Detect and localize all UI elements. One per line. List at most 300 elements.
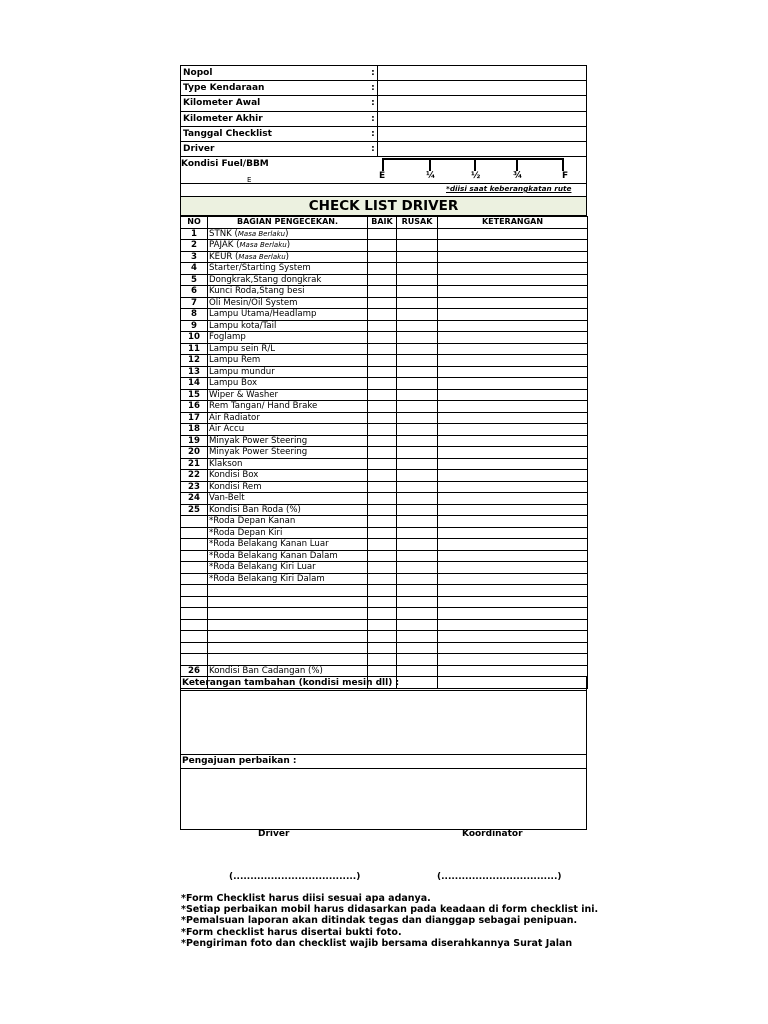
footnote-4: *Form checklist harus disertai bukti foto. [181, 926, 402, 938]
checklist-row [181, 355, 588, 367]
checklist-row [181, 320, 588, 332]
row-number: 2 [181, 240, 208, 252]
row-broken-checkbox[interactable] [397, 240, 438, 252]
vehicle-info-row [181, 81, 587, 96]
checklist-row [181, 378, 588, 390]
part-name-end: ) [285, 251, 289, 262]
vehicle-info-value-field[interactable] [377, 96, 586, 111]
vehicle-info-label-cell [181, 66, 378, 81]
row-notes-field[interactable] [438, 355, 588, 367]
row-good-checkbox[interactable] [368, 665, 397, 677]
row-good-checkbox[interactable] [368, 596, 397, 608]
vehicle-info-row [181, 126, 587, 141]
row-part-name [208, 412, 368, 424]
part-name-sub: Masa Berlaku [237, 229, 286, 238]
row-broken-checkbox[interactable] [397, 332, 438, 344]
row-notes-field[interactable] [438, 332, 588, 344]
row-notes-field[interactable] [438, 251, 588, 263]
row-notes-field[interactable] [438, 228, 588, 240]
row-part-name [208, 286, 368, 298]
part-name-sub: Masa Berlaku [239, 241, 287, 249]
row-good-checkbox[interactable] [368, 608, 397, 620]
row-good-checkbox[interactable] [368, 378, 397, 390]
row-broken-checkbox[interactable] [397, 355, 438, 367]
row-broken-checkbox[interactable] [397, 424, 438, 436]
vehicle-info-colon: : [371, 68, 375, 79]
row-notes-field[interactable] [438, 447, 588, 459]
row-notes-field[interactable] [438, 619, 588, 631]
row-number: 12 [181, 355, 208, 367]
row-broken-checkbox[interactable] [397, 263, 438, 275]
row-broken-checkbox[interactable] [397, 297, 438, 309]
row-notes-field[interactable] [438, 240, 588, 252]
row-part-name [208, 608, 368, 620]
row-good-checkbox[interactable] [368, 240, 397, 252]
row-part-name [208, 251, 368, 263]
row-number: 15 [181, 389, 208, 401]
row-number: 5 [181, 274, 208, 286]
part-name-text: KEUR ( [209, 251, 239, 262]
row-notes-field[interactable] [438, 596, 588, 608]
fuel-note-border [180, 183, 587, 196]
row-broken-checkbox[interactable] [397, 493, 438, 505]
row-notes-field[interactable] [438, 424, 588, 436]
repair-request-label: Pengajuan perbaikan : [181, 755, 586, 769]
row-broken-checkbox[interactable] [397, 458, 438, 470]
row-good-checkbox[interactable] [368, 263, 397, 275]
additional-notes-box[interactable] [180, 676, 587, 755]
part-name-text: Oli Mesin/Oil System [209, 297, 298, 308]
row-good-checkbox[interactable] [368, 332, 397, 344]
row-broken-checkbox[interactable] [397, 585, 438, 597]
row-number: 18 [181, 424, 208, 436]
row-number: 1 [181, 228, 208, 240]
row-good-checkbox[interactable] [368, 654, 397, 666]
checklist-row [181, 332, 588, 344]
checklist-row [181, 665, 588, 677]
row-part-name [208, 516, 368, 528]
row-notes-field[interactable] [438, 654, 588, 666]
vehicle-info-row [181, 141, 587, 156]
row-good-checkbox[interactable] [368, 355, 397, 367]
row-number: 4 [181, 263, 208, 275]
row-notes-field[interactable] [438, 585, 588, 597]
row-good-checkbox[interactable] [368, 297, 397, 309]
row-broken-checkbox[interactable] [397, 343, 438, 355]
row-number: 11 [181, 343, 208, 355]
vehicle-info-label: Kilometer Akhir [183, 113, 263, 124]
vehicle-info-row [181, 96, 587, 111]
row-part-name [208, 562, 368, 574]
part-name-text: *Roda Belakang Kiri Luar [209, 562, 316, 572]
row-part-name [208, 355, 368, 367]
row-broken-checkbox[interactable] [397, 447, 438, 459]
row-notes-field[interactable] [438, 458, 588, 470]
row-broken-checkbox[interactable] [397, 619, 438, 631]
fuel-mark-f: F [562, 171, 569, 181]
row-part-name [208, 665, 368, 677]
row-number [181, 608, 208, 620]
row-notes-field[interactable] [438, 470, 588, 482]
row-part-name [208, 320, 368, 332]
checklist-row [181, 228, 588, 240]
row-part-name [208, 343, 368, 355]
fuel-tick-quarter [429, 158, 431, 171]
vehicle-info-value-field[interactable] [377, 66, 586, 81]
part-name-text: Van-Belt [209, 493, 245, 503]
footnote-5: *Pengiriman foto dan checklist wajib bersama diserahkannya Surat Jalan [181, 937, 573, 949]
checklist-row [181, 240, 588, 252]
row-part-name [208, 619, 368, 631]
checklist-row [181, 274, 588, 286]
row-broken-checkbox[interactable] [397, 228, 438, 240]
vehicle-info-label-cell [181, 111, 378, 126]
checklist-row [181, 343, 588, 355]
row-notes-field[interactable] [438, 343, 588, 355]
part-name-text: *Roda Belakang Kanan Dalam [209, 550, 338, 561]
checklist-row [181, 562, 588, 574]
part-name-end: ) [285, 228, 289, 239]
row-good-checkbox[interactable] [368, 642, 397, 654]
part-name-text: Air Radiator [209, 412, 260, 423]
checklist-row [181, 286, 588, 298]
checklist-row [181, 435, 588, 447]
row-part-name [208, 550, 368, 562]
row-notes-field[interactable] [438, 539, 588, 551]
row-broken-checkbox[interactable] [397, 309, 438, 321]
row-good-checkbox[interactable] [368, 619, 397, 631]
checklist-row [181, 642, 588, 654]
coordinator-signature-line[interactable]: (..................................) [437, 872, 562, 882]
vehicle-info-value-field[interactable] [377, 126, 586, 141]
part-name-sub: Masa Berlaku [238, 252, 286, 261]
row-number [181, 585, 208, 597]
row-notes-field[interactable] [438, 366, 588, 378]
row-broken-checkbox[interactable] [397, 539, 438, 551]
checklist-row [181, 251, 588, 263]
part-name-text: Lampu sein R/L [209, 343, 276, 354]
checklist-row [181, 493, 588, 505]
row-part-name [208, 366, 368, 378]
vehicle-info-label-cell [181, 81, 378, 96]
checklist-row [181, 516, 588, 528]
part-name-text: Lampu Utama/Headlamp [209, 309, 317, 319]
row-notes-field[interactable] [438, 516, 588, 528]
row-good-checkbox[interactable] [368, 447, 397, 459]
row-number: 19 [181, 435, 208, 447]
row-broken-checkbox[interactable] [397, 366, 438, 378]
checklist-header-row [181, 217, 588, 229]
checklist-row [181, 424, 588, 436]
row-notes-field[interactable] [438, 274, 588, 286]
row-number: 23 [181, 481, 208, 493]
driver-signature-line[interactable]: (....................................) [229, 872, 361, 882]
vehicle-info-label: Type Kendaraan [183, 83, 265, 94]
row-broken-checkbox[interactable] [397, 470, 438, 482]
row-part-name [208, 424, 368, 436]
row-good-checkbox[interactable] [368, 228, 397, 240]
row-broken-checkbox[interactable] [397, 665, 438, 677]
row-part-name [208, 585, 368, 597]
row-notes-field[interactable] [438, 493, 588, 505]
row-broken-checkbox[interactable] [397, 435, 438, 447]
row-notes-field[interactable] [438, 608, 588, 620]
row-notes-field[interactable] [438, 550, 588, 562]
row-notes-field[interactable] [438, 631, 588, 643]
checklist-row [181, 401, 588, 413]
row-good-checkbox[interactable] [368, 435, 397, 447]
row-broken-checkbox[interactable] [397, 378, 438, 390]
part-name-text: Lampu Rem [209, 355, 261, 365]
row-number: 9 [181, 320, 208, 332]
row-part-name [208, 274, 368, 286]
row-good-checkbox[interactable] [368, 539, 397, 551]
row-notes-field[interactable] [438, 263, 588, 275]
row-broken-checkbox[interactable] [397, 251, 438, 263]
row-good-checkbox[interactable] [368, 343, 397, 355]
row-broken-checkbox[interactable] [397, 412, 438, 424]
row-part-name [208, 435, 368, 447]
row-notes-field[interactable] [438, 297, 588, 309]
row-broken-checkbox[interactable] [397, 481, 438, 493]
part-name-text: Lampu Box [209, 378, 258, 388]
row-good-checkbox[interactable] [368, 424, 397, 436]
row-number [181, 596, 208, 608]
row-good-checkbox[interactable] [368, 470, 397, 482]
checklist-row [181, 631, 588, 643]
row-broken-checkbox[interactable] [397, 401, 438, 413]
row-number [181, 562, 208, 574]
row-good-checkbox[interactable] [368, 631, 397, 643]
row-notes-field[interactable] [438, 562, 588, 574]
part-name-text: Kondisi Ban Roda (%) [209, 504, 301, 515]
vehicle-info-value-field[interactable] [377, 141, 586, 156]
vehicle-info-colon: : [371, 83, 375, 94]
row-broken-checkbox[interactable] [397, 642, 438, 654]
row-number: 14 [181, 378, 208, 390]
repair-request-box[interactable] [180, 754, 587, 830]
fuel-mark-half: ½ [471, 171, 481, 181]
part-name-text: Kondisi Ban Cadangan (%) [209, 665, 323, 676]
part-name-text: Foglamp [209, 332, 246, 342]
checklist-row [181, 504, 588, 516]
row-broken-checkbox[interactable] [397, 286, 438, 298]
col-good: BAIK [368, 217, 397, 229]
row-good-checkbox[interactable] [368, 516, 397, 528]
row-notes-field[interactable] [438, 378, 588, 390]
row-good-checkbox[interactable] [368, 562, 397, 574]
row-notes-field[interactable] [438, 412, 588, 424]
row-notes-field[interactable] [438, 389, 588, 401]
row-part-name [208, 481, 368, 493]
row-notes-field[interactable] [438, 481, 588, 493]
row-part-name [208, 573, 368, 585]
row-part-name [208, 539, 368, 551]
row-part-name [208, 631, 368, 643]
col-broken: RUSAK [397, 217, 438, 229]
row-broken-checkbox[interactable] [397, 389, 438, 401]
driver-signature-label: Driver [258, 829, 290, 839]
vehicle-info-value-field[interactable] [377, 111, 586, 126]
row-broken-checkbox[interactable] [397, 516, 438, 528]
checklist-row [181, 470, 588, 482]
row-number: 26 [181, 665, 208, 677]
row-broken-checkbox[interactable] [397, 596, 438, 608]
row-number [181, 631, 208, 643]
row-notes-field[interactable] [438, 401, 588, 413]
row-part-name [208, 596, 368, 608]
row-number [181, 550, 208, 562]
row-notes-field[interactable] [438, 309, 588, 321]
footnotes [181, 893, 598, 949]
checklist-row [181, 539, 588, 551]
row-good-checkbox[interactable] [368, 458, 397, 470]
fuel-left-mark: E [247, 176, 252, 184]
coordinator-signature-label: Koordinator [462, 829, 523, 839]
row-broken-checkbox[interactable] [397, 654, 438, 666]
fuel-mark-three-quarter: ¾ [513, 171, 523, 181]
row-good-checkbox[interactable] [368, 389, 397, 401]
vehicle-info-label: Kilometer Awal [183, 98, 261, 109]
vehicle-info-row [181, 66, 587, 81]
row-broken-checkbox[interactable] [397, 573, 438, 585]
row-notes-field[interactable] [438, 665, 588, 677]
footnote-2: *Setiap perbaikan mobil harus didasarkan pada keadaan di form checklist ini. [181, 904, 599, 916]
row-number: 10 [181, 332, 208, 344]
row-good-checkbox[interactable] [368, 309, 397, 321]
checklist-row [181, 366, 588, 378]
checklist-row [181, 412, 588, 424]
part-name-text: Kunci Roda,Stang besi [209, 286, 305, 296]
fuel-label: Kondisi Fuel/BBM [181, 159, 269, 169]
row-good-checkbox[interactable] [368, 401, 397, 413]
row-good-checkbox[interactable] [368, 320, 397, 332]
row-broken-checkbox[interactable] [397, 504, 438, 516]
part-name-text: STNK ( [209, 228, 238, 239]
row-good-checkbox[interactable] [368, 585, 397, 597]
form-title: CHECK LIST DRIVER [180, 196, 587, 216]
col-part: BAGIAN PENGECEKAN. [208, 217, 368, 229]
checklist-row [181, 297, 588, 309]
part-name-text: Minyak Power Steering [209, 435, 308, 446]
row-number: 25 [181, 504, 208, 516]
row-broken-checkbox[interactable] [397, 550, 438, 562]
row-number [181, 539, 208, 551]
part-name-text: Dongkrak,Stang dongkrak [209, 274, 322, 285]
vehicle-info-value-field[interactable] [377, 81, 586, 96]
row-good-checkbox[interactable] [368, 412, 397, 424]
row-part-name [208, 458, 368, 470]
vehicle-info-label-cell [181, 141, 378, 156]
row-number: 6 [181, 286, 208, 298]
part-name-text: Klakson [209, 458, 243, 469]
vehicle-info-colon: : [371, 98, 375, 109]
additional-notes-label: Keterangan tambahan (kondisi mesin dll) : [181, 677, 586, 691]
row-broken-checkbox[interactable] [397, 608, 438, 620]
row-number [181, 619, 208, 631]
row-good-checkbox[interactable] [368, 286, 397, 298]
checklist-row [181, 389, 588, 401]
row-number [181, 573, 208, 585]
fuel-gauge[interactable] [382, 158, 564, 171]
row-good-checkbox[interactable] [368, 251, 397, 263]
row-notes-field[interactable] [438, 286, 588, 298]
row-notes-field[interactable] [438, 642, 588, 654]
row-good-checkbox[interactable] [368, 366, 397, 378]
part-name-text: Wiper & Washer [209, 389, 279, 400]
checklist-row [181, 573, 588, 585]
row-part-name [208, 309, 368, 321]
row-good-checkbox[interactable] [368, 573, 397, 585]
fuel-tick-three-quarter [516, 158, 518, 171]
row-good-checkbox[interactable] [368, 527, 397, 539]
row-broken-checkbox[interactable] [397, 527, 438, 539]
row-part-name [208, 504, 368, 516]
checklist-row [181, 619, 588, 631]
row-notes-field[interactable] [438, 320, 588, 332]
row-broken-checkbox[interactable] [397, 562, 438, 574]
row-broken-checkbox[interactable] [397, 320, 438, 332]
row-number: 7 [181, 297, 208, 309]
row-part-name [208, 297, 368, 309]
row-number: 24 [181, 493, 208, 505]
row-good-checkbox[interactable] [368, 481, 397, 493]
vehicle-info-label: Driver [183, 144, 215, 155]
checklist-row [181, 654, 588, 666]
vehicle-info-label-cell [181, 96, 378, 111]
row-number: 17 [181, 412, 208, 424]
row-part-name [208, 642, 368, 654]
row-part-name [208, 527, 368, 539]
row-broken-checkbox[interactable] [397, 631, 438, 643]
checklist-row [181, 527, 588, 539]
checklist-row [181, 608, 588, 620]
row-good-checkbox[interactable] [368, 493, 397, 505]
vehicle-info-row [181, 111, 587, 126]
part-name-text: Minyak Power Steering [209, 447, 308, 457]
row-number: 13 [181, 366, 208, 378]
part-name-text: *Roda Depan Kiri [209, 527, 283, 538]
row-part-name [208, 470, 368, 482]
row-good-checkbox[interactable] [368, 504, 397, 516]
row-good-checkbox[interactable] [368, 274, 397, 286]
vehicle-info-label: Nopol [183, 68, 213, 79]
row-part-name [208, 228, 368, 240]
row-part-name [208, 447, 368, 459]
row-number: 3 [181, 251, 208, 263]
footnote-3: *Pemalsuan laporan akan ditindak tegas dan dianggap sebagai penipuan. [181, 915, 578, 927]
row-part-name [208, 389, 368, 401]
row-notes-field[interactable] [438, 504, 588, 516]
part-name-text: Kondisi Rem [209, 481, 262, 492]
checklist-row [181, 596, 588, 608]
part-name-text: Lampu mundur [209, 366, 275, 377]
row-notes-field[interactable] [438, 573, 588, 585]
fuel-note: *diisi saat keberangkatan rute [446, 184, 572, 193]
checklist-row [181, 447, 588, 459]
row-good-checkbox[interactable] [368, 550, 397, 562]
part-name-text: Rem Tangan/ Hand Brake [209, 401, 318, 411]
checklist-row [181, 263, 588, 275]
row-number [181, 654, 208, 666]
row-notes-field[interactable] [438, 527, 588, 539]
fuel-tick-half [474, 158, 476, 171]
row-notes-field[interactable] [438, 435, 588, 447]
row-broken-checkbox[interactable] [397, 274, 438, 286]
checklist-table [180, 216, 588, 689]
row-number [181, 642, 208, 654]
row-part-name [208, 378, 368, 390]
